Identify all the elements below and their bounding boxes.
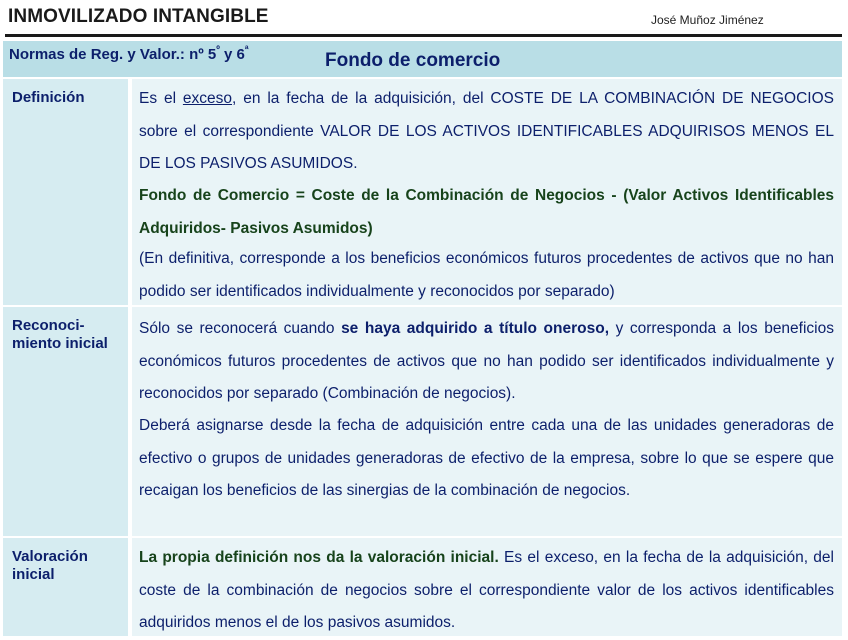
- valuation-paragraph: [139, 542, 834, 640]
- row-valoracion: [3, 538, 842, 636]
- slide-title: INMOVILIZADO INTANGIBLE: [8, 6, 269, 27]
- row-reconocimiento: [3, 307, 842, 536]
- text-run: Es el: [139, 90, 183, 107]
- section-band: [3, 41, 842, 77]
- row-label-cell: [3, 307, 128, 536]
- underlined-word: exceso: [182, 90, 233, 107]
- text-run: Sólo se reconocerá cuando: [139, 320, 342, 337]
- author-name: José Muñoz Jiménez: [651, 13, 764, 27]
- row-label: Reconoci-miento inicial: [12, 317, 108, 352]
- row-content-cell: [132, 538, 842, 636]
- row-content-cell: [132, 307, 842, 536]
- text-run: Es el exceso, en la fecha de la adquisición, del coste de la combinación de negocios sobre el correspondiente valor de los activos identificables adquiridos menos el de los pasivos asumidos.: [139, 549, 834, 631]
- title-underline: [5, 34, 842, 37]
- norm-sup-1: º: [216, 45, 220, 56]
- row-definicion: [3, 79, 842, 305]
- formula-paragraph: Fondo de Comercio = Coste de la Combinación de Negocios - (Valor Activos Identificables Adquiridos- Pasivos Asumidos): [139, 187, 834, 237]
- row-label-cell: [3, 79, 128, 305]
- allocation-paragraph: Deberá asignarse desde la fecha de adquisición entre cada una de las unidades generadoras de efectivo o grupos de unidades generadoras de efectivo de la empresa, sobre lo que se espere que recaigan los beneficios de las sinergias de la combinación de negocios.: [139, 417, 834, 499]
- row-label-cell: [3, 538, 128, 636]
- text-run: y corresponda a los beneficios económicos futuros procedentes de activos que no han podido ser identificados individualmente y reconocidos por separado (Combinación de negocios).: [139, 320, 834, 402]
- text-run: , en la fecha de la adquisición, del COSTE DE LA COMBINACIÓN DE NEGOCIOS sobre el correspondiente VALOR DE LOS ACTIVOS IDENTIFICABLES ADQUIRISOS MENOS EL DE LOS PASIVOS ASUMIDOS.: [139, 90, 834, 172]
- bold-phrase: se haya adquirido a título oneroso,: [341, 320, 610, 337]
- slide-header: [0, 0, 848, 40]
- row-label: Definición: [12, 89, 85, 106]
- summary-paragraph: (En definitiva, corresponde a los beneficios económicos futuros procedentes de activos que no han podido ser identificados individualmente y reconocidos por separado): [139, 250, 834, 300]
- norm-prefix: Normas de Reg. y Valor.: nº 5: [9, 46, 217, 63]
- norm-mid: y 6: [219, 46, 245, 63]
- norm-sup-2: ª: [244, 45, 249, 56]
- row-content-cell: [132, 79, 842, 305]
- norm-reference: [9, 45, 249, 63]
- definition-paragraph: [139, 83, 834, 181]
- row-label: Valoración inicial: [12, 548, 88, 583]
- topic-title: Fondo de comercio: [325, 50, 501, 71]
- recognition-paragraph: [139, 313, 834, 411]
- bold-phrase: La propia definición nos da la valoración inicial.: [139, 549, 499, 566]
